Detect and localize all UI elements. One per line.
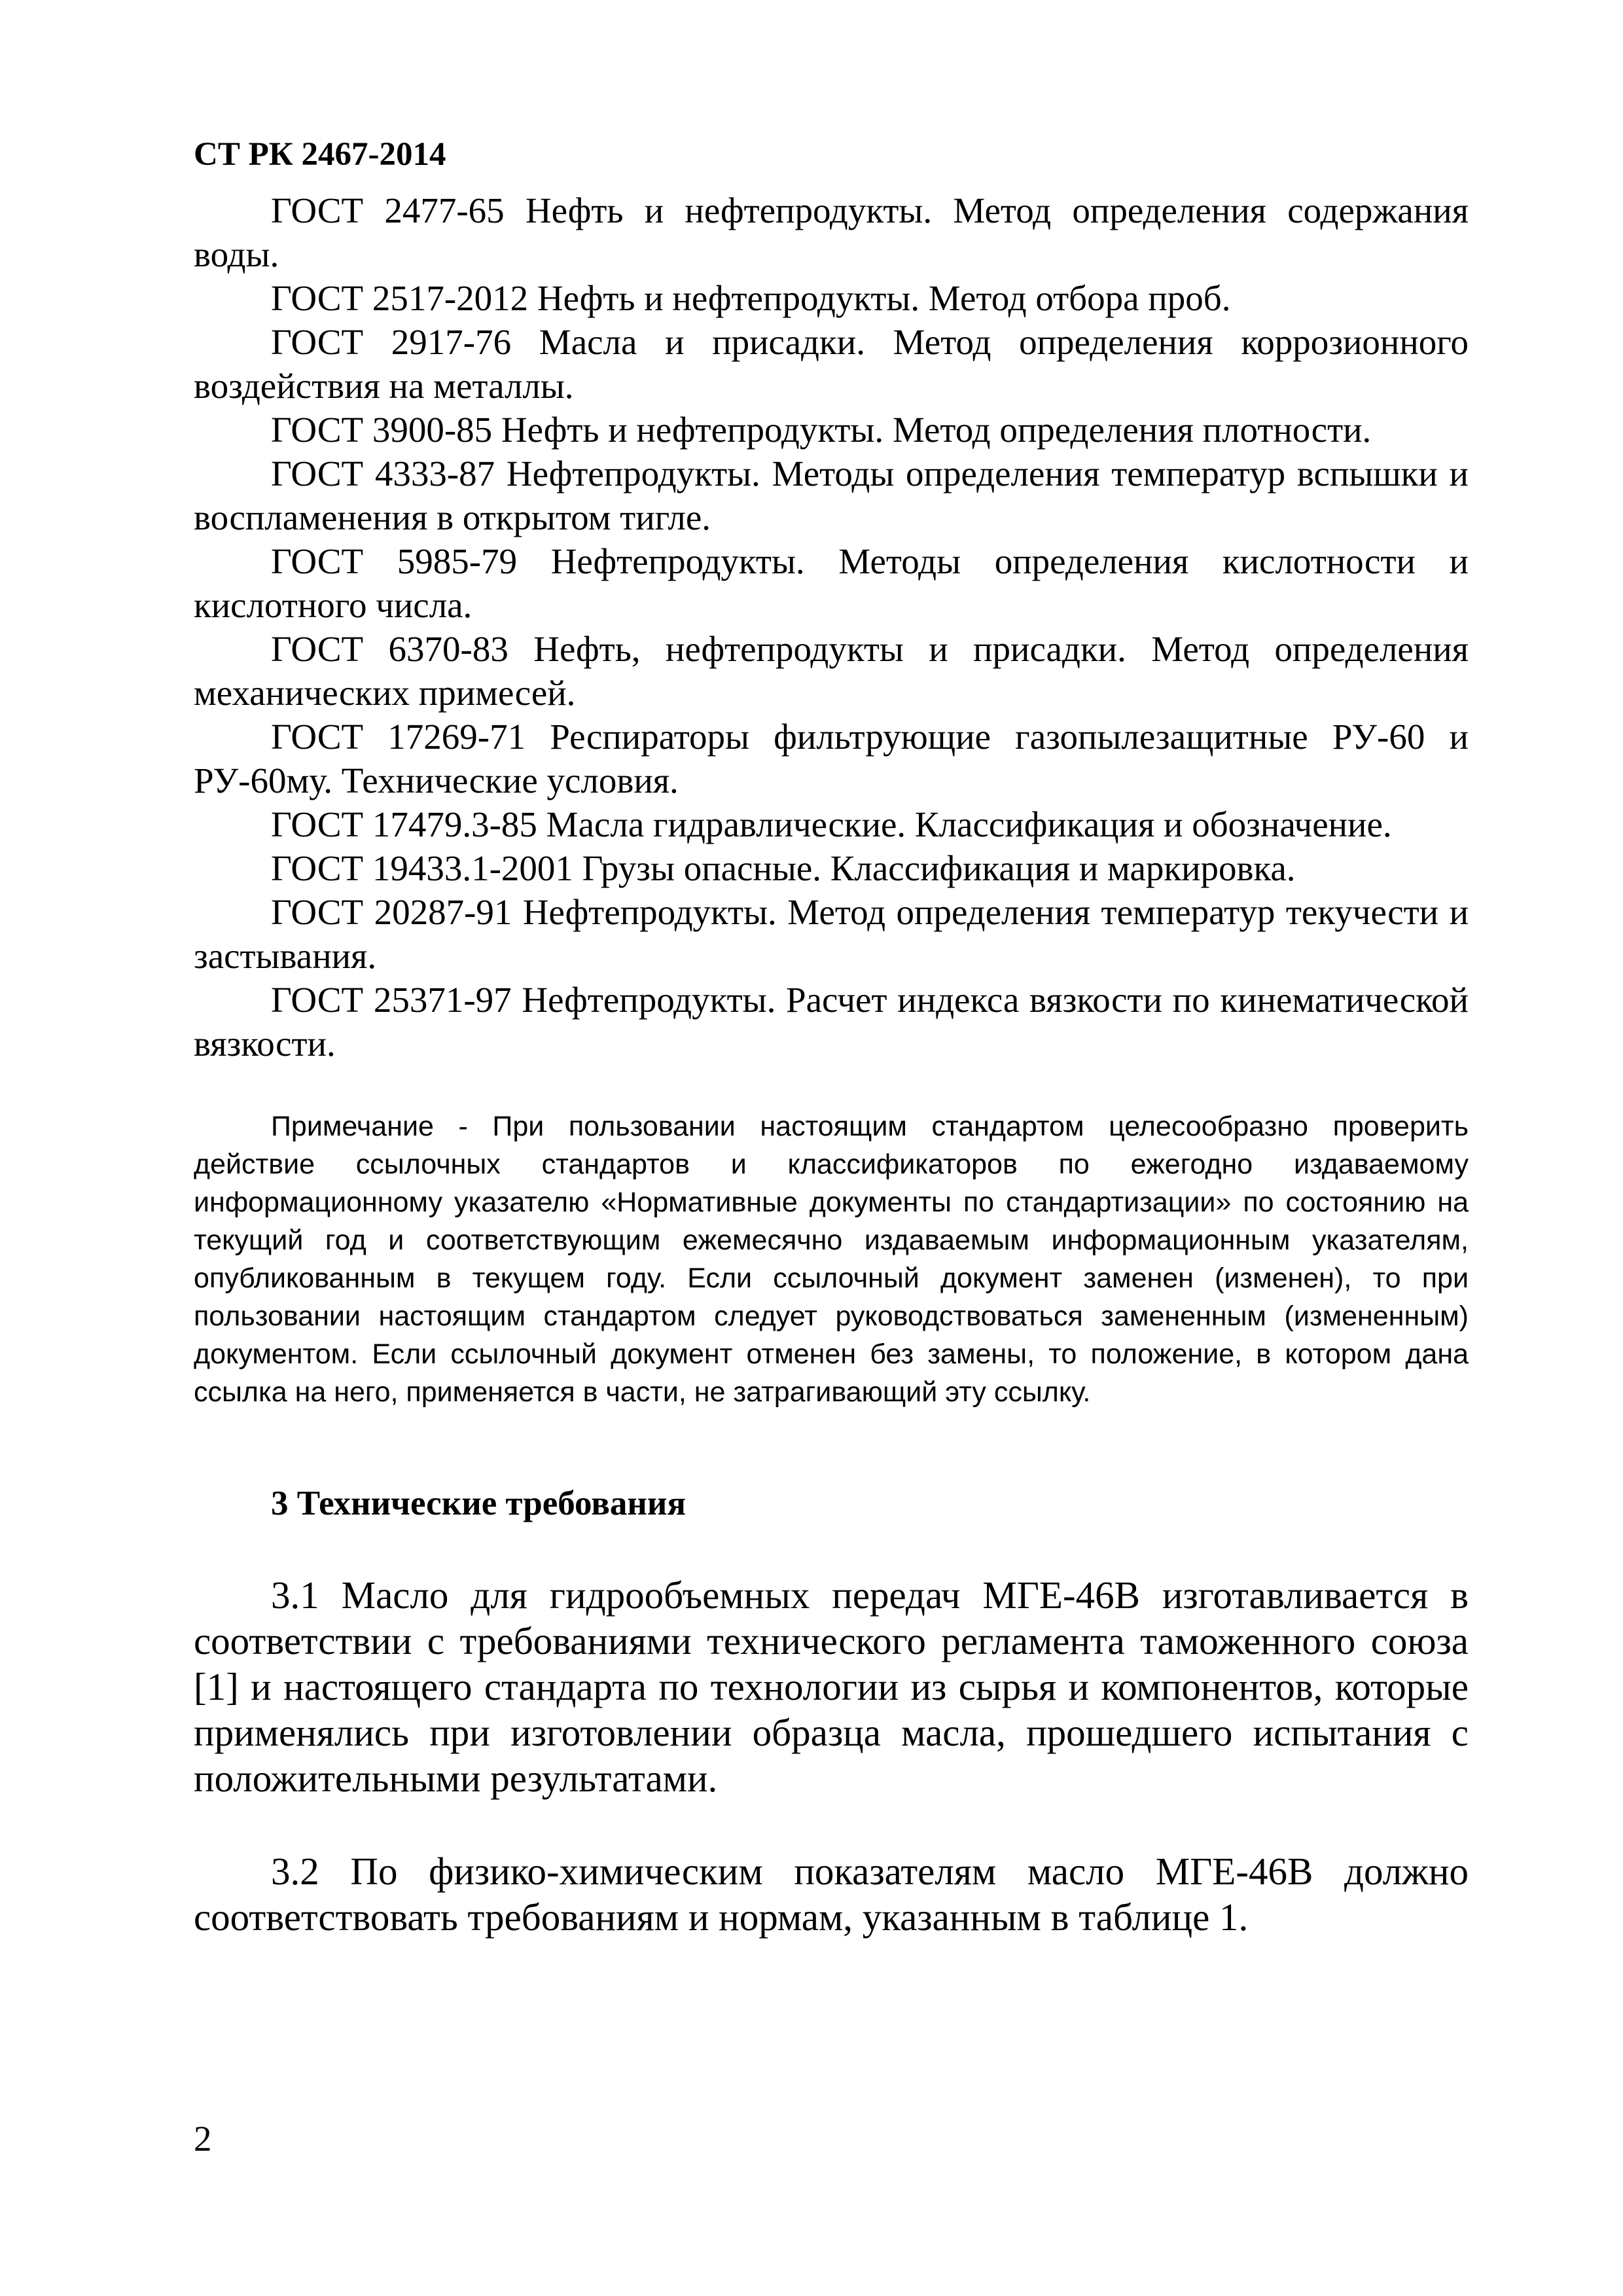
reference-item: ГОСТ 17479.3-85 Масла гидравлические. Классификация и обозначение. bbox=[271, 804, 1392, 844]
reference-item: ГОСТ 6370-83 Нефть, нефтепродукты и присадки. Метод определения механических примесей. bbox=[194, 629, 1469, 713]
section-paragraph-3-2: 3.2 По физико-химическим показателям масло МГЕ-46В должно соответствовать требованиям и нормам, указанным в таблице 1. bbox=[194, 1850, 1469, 1939]
reference-item: ГОСТ 3900-85 Нефть и нефтепродукты. Метод определения плотности. bbox=[271, 410, 1372, 450]
page-number: 2 bbox=[194, 2119, 212, 2159]
reference-item: ГОСТ 5985-79 Нефтепродукты. Методы определения кислотности и кислотного числа. bbox=[194, 541, 1469, 625]
reference-item: ГОСТ 4333-87 Нефтепродукты. Методы определения температур вспышки и воспламенения в открытом тигле. bbox=[194, 454, 1469, 537]
reference-item: ГОСТ 20287-91 Нефтепродукты. Метод определения температур текучести и застывания. bbox=[194, 892, 1469, 976]
section-title: 3 Технические требования bbox=[271, 1484, 687, 1522]
note-paragraph: Примечание - При пользовании настоящим стандартом целесообразно проверить действие ссылочных стандартов и классификаторов по ежегодно издаваемому информационному указателю «Нормативные документы по стандартизации» по состоянию на текущий год и соответствующим ежемесячно издаваемым информационным указателям, опубликованным в текущем году. Если ссылочный документ заменен (изменен), то при пользовании настоящим стандартом следует руководствоваться замененным (измененным) документом. Если ссылочный документ отменен без замены, то положение, в котором дана ссылка на него, применяется в части, не затрагивающий эту ссылку. bbox=[194, 1111, 1469, 1408]
reference-item: ГОСТ 25371-97 Нефтепродукты. Расчет индекса вязкости по кинематической вязкости. bbox=[194, 980, 1469, 1064]
standard-code-header: СТ РК 2467-2014 bbox=[194, 136, 446, 173]
normative-references-list bbox=[194, 188, 1469, 1066]
reference-item: ГОСТ 17269-71 Респираторы фильтрующие газопылезащитные РУ-60 и РУ-60му. Технические условия. bbox=[194, 717, 1469, 800]
reference-item: ГОСТ 2477-65 Нефть и нефтепродукты. Метод определения содержания воды. bbox=[194, 190, 1469, 274]
reference-item: ГОСТ 2917-76 Масла и присадки. Метод определения коррозионного воздействия на металлы. bbox=[194, 322, 1469, 406]
section-paragraph-3-1: 3.1 Масло для гидрообъемных передач МГЕ-46В изготавливается в соответствии с требованиями технического регламента таможенного союза [1] и настоящего стандарта по технологии из сырья и компонентов, которые применялись при изготовлении образца масла, прошедшего испытания с положительными результатами. bbox=[194, 1573, 1469, 1800]
reference-item: ГОСТ 2517-2012 Нефть и нефтепродукты. Метод отбора проб. bbox=[271, 278, 1231, 318]
reference-item: ГОСТ 19433.1-2001 Грузы опасные. Классификация и маркировка. bbox=[271, 848, 1296, 888]
